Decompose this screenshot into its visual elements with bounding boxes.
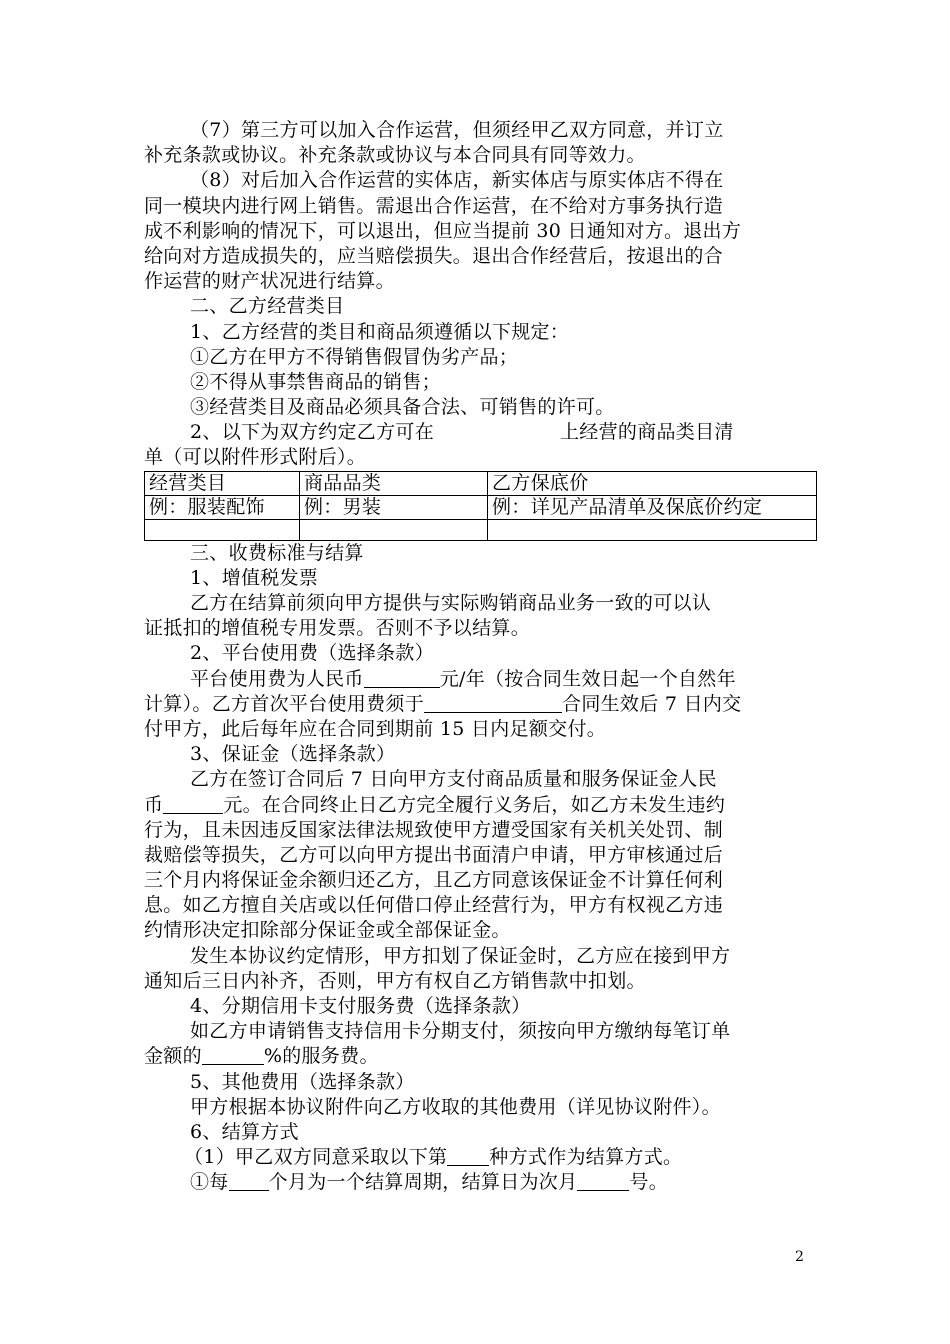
section-3-item-2: 2、平台使用费（选择条款） bbox=[190, 642, 434, 665]
table-row bbox=[145, 495, 817, 519]
category-table bbox=[144, 471, 817, 541]
document-body bbox=[144, 118, 816, 1196]
fee-text-b: 元/年（按合同生效日起一个自然年 bbox=[439, 667, 736, 690]
section-3-item-4-line-2 bbox=[144, 1044, 816, 1069]
section-2-item-1b: ②不得从事禁售商品的销售； bbox=[190, 370, 441, 393]
section-3-item-3-line-1: 乙方在签订合同后 7 日向甲方支付商品质量和服务保证金人民 bbox=[190, 768, 717, 791]
section-2-item-2-line-1 bbox=[144, 420, 816, 445]
settlement-text-a: （1）甲乙双方同意采取以下第 bbox=[184, 1146, 448, 1169]
clause-8-line-2: 同一模块内进行网上销售。需退出合作运营，在不给对方事务执行造 bbox=[144, 194, 724, 217]
settlement-day-blank[interactable] bbox=[577, 1171, 629, 1191]
fee-text-a: 平台使用费为人民币 bbox=[190, 667, 364, 690]
section-3-item-1: 1、增值税发票 bbox=[190, 566, 319, 589]
first-fee-date-blank[interactable] bbox=[424, 693, 562, 713]
page-number: 2 bbox=[795, 1249, 804, 1265]
deposit-text-b: 元。在合同终止日乙方完全履行义务后，如乙方未发生违约 bbox=[223, 793, 726, 816]
section-3-item-2-line-3: 付甲方，此后每年应在合同到期前 15 日内足额交付。 bbox=[144, 717, 607, 740]
section-3-item-2-line-1 bbox=[144, 667, 816, 692]
clause-8-line-5: 作运营的财产状况进行结算。 bbox=[144, 270, 395, 293]
section-3-item-3-line-2 bbox=[144, 793, 816, 818]
section-3-item-3-line-5: 三个月内将保证金余额归还乙方，且乙方同意该保证金不计算任何利 bbox=[144, 869, 724, 892]
section-3-item-6-1-option-1 bbox=[144, 1170, 816, 1195]
clause-8-line-1: （8）对后加入合作运营的实体店，新实体店与原实体店不得在 bbox=[190, 169, 724, 192]
section-3-item-5-line-1: 甲方根据本协议附件向乙方收取的其他费用（详见协议附件）。 bbox=[190, 1095, 721, 1118]
section-3-item-1-line-2: 证抵扣的增值税专用发票。否则不予以结算。 bbox=[144, 617, 531, 640]
empty-cell-2 bbox=[300, 519, 488, 540]
section-3-item-3-line-3: 行为，且未因违反国家法律法规致使甲方遭受国家有关机关处罚、制 bbox=[144, 818, 724, 841]
section-3-item-3-para-2-line-2: 通知后三日内补齐，否则，甲方有权自乙方销售款中扣划。 bbox=[144, 969, 646, 992]
service-fee-rate-blank[interactable] bbox=[202, 1045, 264, 1065]
section-3-item-6-1 bbox=[144, 1145, 816, 1170]
clause-8-line-3: 成不利影响的情况下，可以退出，但应当提前 30 日通知对方。退出方 bbox=[144, 219, 742, 242]
cycle-text-c: 号。 bbox=[629, 1171, 669, 1194]
example-category: 例：服装配饰 bbox=[145, 495, 300, 519]
empty-cell-1 bbox=[145, 519, 300, 540]
section-3-item-3-para-2-line-1: 发生本协议约定情形，甲方扣划了保证金时，乙方应在接到甲方 bbox=[190, 944, 731, 967]
section-3-item-1-line-1: 乙方在结算前须向甲方提供与实际购销商品业务一致的可以认 bbox=[190, 592, 712, 614]
deposit-text-a: 币 bbox=[144, 793, 164, 816]
service-fee-text-a: 金额的 bbox=[144, 1045, 202, 1068]
service-fee-text-b: %的服务费。 bbox=[263, 1045, 379, 1068]
section-2-item-1c: ③经营类目及商品必须具备合法、可销售的许可。 bbox=[190, 396, 615, 419]
first-fee-text-a: 计算）。乙方首次平台使用费须于 bbox=[144, 692, 425, 715]
header-category: 经营类目 bbox=[145, 471, 300, 495]
section-2-item-1: 1、乙方经营的类目和商品须遵循以下规定： bbox=[190, 320, 570, 343]
clause-8-line-4: 给向对方造成损失的，应当赔偿损失。退出合作经营后，按退出的合 bbox=[144, 244, 724, 267]
section-3-heading: 三、收费标准与结算 bbox=[190, 541, 364, 564]
cycle-text-b: 个月为一个结算周期，结算日为次月 bbox=[268, 1171, 578, 1194]
section-2-item-2-text-a: 2、以下为双方约定乙方可在 bbox=[190, 421, 434, 444]
fee-amount-blank[interactable] bbox=[364, 668, 440, 688]
empty-cell-3 bbox=[488, 519, 817, 540]
section-3-item-2-line-2 bbox=[144, 692, 816, 717]
clause-7-line-2: 补充条款或协议。补充条款或协议与本合同具有同等效力。 bbox=[144, 144, 646, 167]
section-3-item-4-line-1: 如乙方申请销售支持信用卡分期支付，须按向甲方缴纳每笔订单 bbox=[190, 1020, 731, 1043]
section-2-item-2-text-b: 上经营的商品类目清 bbox=[560, 421, 734, 444]
cycle-months-blank[interactable] bbox=[229, 1171, 269, 1191]
example-product-type: 例：男装 bbox=[300, 495, 488, 519]
section-3-item-5: 5、其他费用（选择条款） bbox=[190, 1070, 415, 1093]
section-3-item-4: 4、分期信用卡支付服务费（选择条款） bbox=[190, 995, 531, 1017]
cycle-text-a: ①每 bbox=[190, 1171, 229, 1194]
clause-7-line-1: （7）第三方可以加入合作运营，但须经甲乙双方同意，并订立 bbox=[190, 119, 724, 141]
header-floor-price: 乙方保底价 bbox=[488, 471, 817, 495]
table-header-row bbox=[145, 471, 817, 495]
section-3-item-3-line-4: 裁赔偿等损失，乙方可以向甲方提出书面清户申请，甲方审核通过后 bbox=[144, 843, 724, 866]
settlement-text-b: 种方式作为结算方式。 bbox=[489, 1146, 683, 1169]
section-3-item-3-line-6: 息。如乙方擅自关店或以任何借口停止经营行为，甲方有权视乙方违 bbox=[144, 894, 724, 917]
header-product-type: 商品品类 bbox=[300, 471, 488, 495]
table-row-empty bbox=[145, 519, 817, 540]
settlement-option-blank[interactable] bbox=[447, 1146, 489, 1166]
section-2-item-2-line-2: 单（可以附件形式附后）。 bbox=[144, 446, 367, 469]
first-fee-text-b: 合同生效后 7 日内交 bbox=[562, 692, 742, 715]
section-2-heading: 二、乙方经营类目 bbox=[190, 295, 345, 318]
section-2-item-1a: ①乙方在甲方不得销售假冒伪劣产品； bbox=[190, 345, 519, 368]
deposit-amount-blank[interactable] bbox=[163, 794, 223, 814]
section-3-item-6: 6、结算方式 bbox=[190, 1120, 299, 1143]
example-floor-price: 例：详见产品清单及保底价约定 bbox=[488, 495, 817, 519]
section-3-item-3: 3、保证金（选择条款） bbox=[190, 743, 396, 766]
section-3-item-3-line-7: 约情形决定扣除部分保证金或全部保证金。 bbox=[144, 919, 511, 942]
